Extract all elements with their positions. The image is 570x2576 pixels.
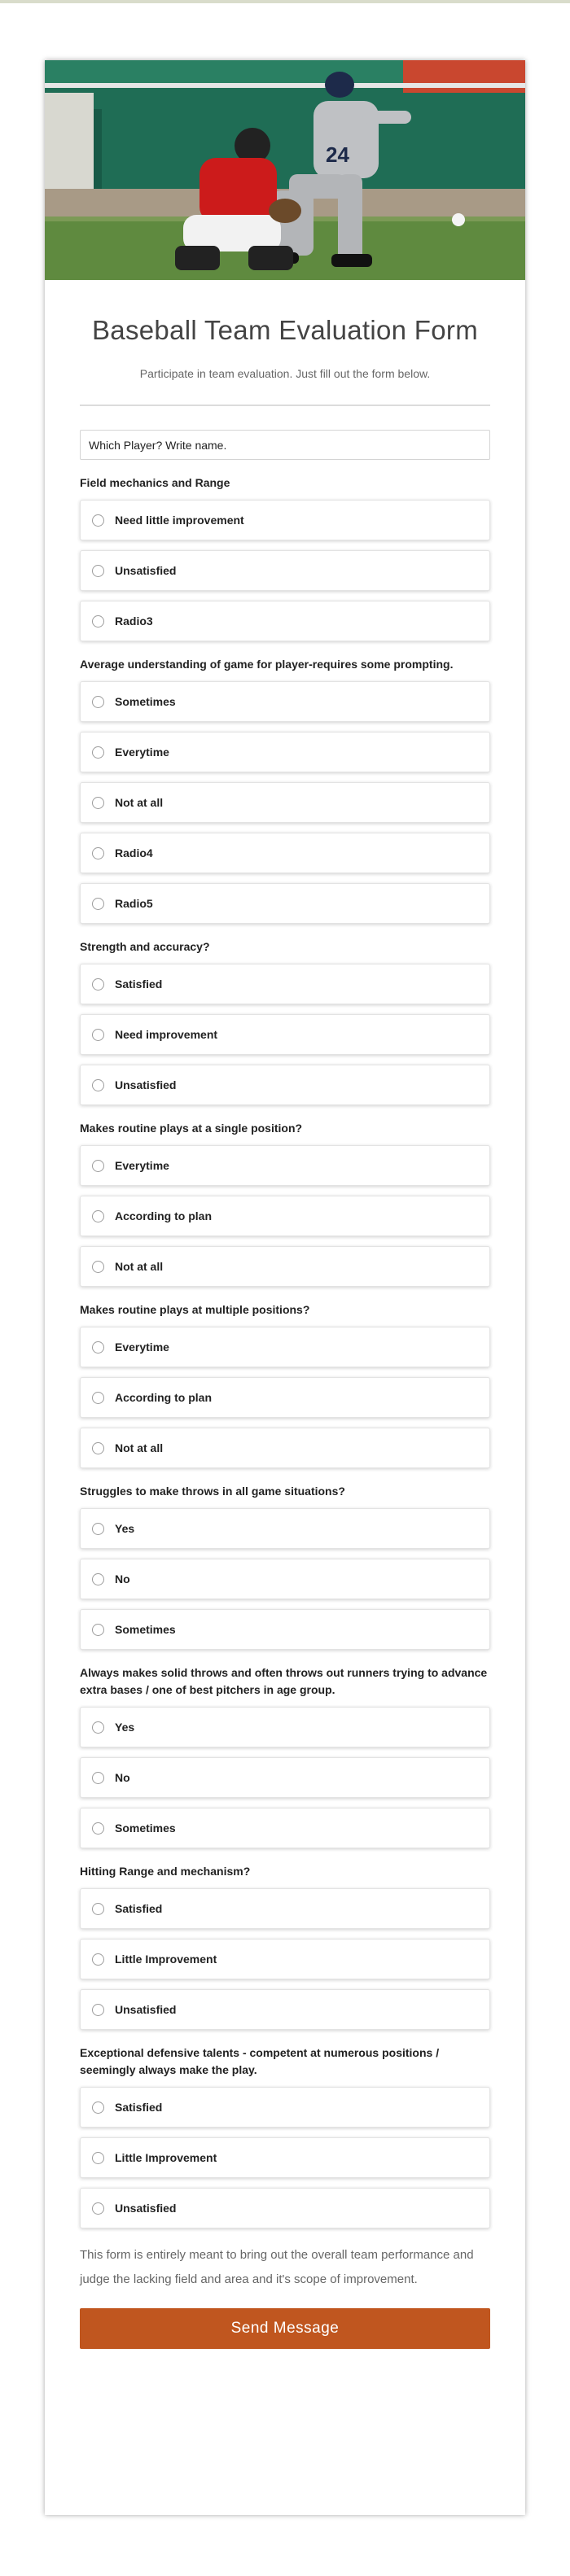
footer-note: This form is entirely meant to bring out the overall team performance and judge the lacking field and area and it's scope of improvement. bbox=[80, 2248, 474, 2286]
radio-button[interactable] bbox=[92, 1573, 104, 1585]
radio-option[interactable] bbox=[80, 1014, 490, 1055]
radio-button[interactable] bbox=[92, 696, 104, 708]
radio-option[interactable] bbox=[80, 833, 490, 873]
radio-option-label: Sometimes bbox=[115, 1623, 176, 1636]
divider bbox=[80, 405, 490, 406]
question-label: Always makes solid throws and often throws out runners trying to advance extra bases / one of best pitchers in age group. bbox=[80, 1666, 488, 1696]
radio-button[interactable] bbox=[92, 2004, 104, 2016]
radio-button[interactable] bbox=[92, 1341, 104, 1354]
radio-option[interactable] bbox=[80, 1757, 490, 1798]
radio-button[interactable] bbox=[92, 1442, 104, 1454]
radio-option[interactable] bbox=[80, 1989, 490, 2030]
radio-button[interactable] bbox=[92, 746, 104, 759]
radio-option[interactable] bbox=[80, 1145, 490, 1186]
question-label: Struggles to make throws in all game situations? bbox=[80, 1485, 345, 1498]
radio-option-label: According to plan bbox=[115, 1391, 212, 1404]
radio-option-label: Radio5 bbox=[115, 897, 153, 910]
radio-option[interactable] bbox=[80, 1939, 490, 1979]
radio-button[interactable] bbox=[92, 898, 104, 910]
question-label: Field mechanics and Range bbox=[80, 476, 230, 489]
radio-option-label: Sometimes bbox=[115, 695, 176, 708]
hero-image bbox=[45, 60, 525, 280]
radio-option[interactable] bbox=[80, 964, 490, 1004]
radio-button[interactable] bbox=[92, 565, 104, 577]
radio-button[interactable] bbox=[92, 2152, 104, 2164]
form-subtitle: Participate in team evaluation. Just fill out the form below. bbox=[139, 367, 431, 380]
radio-option-label: Yes bbox=[115, 1721, 135, 1734]
radio-button[interactable] bbox=[92, 1624, 104, 1636]
radio-group bbox=[80, 1888, 490, 2030]
radio-button[interactable] bbox=[92, 2101, 104, 2114]
radio-option-label: Satisfied bbox=[115, 2101, 163, 2114]
question-label: Exceptional defensive talents - competent at numerous positions / seemingly always make the play. bbox=[80, 2046, 440, 2076]
radio-option[interactable] bbox=[80, 1609, 490, 1650]
radio-button[interactable] bbox=[92, 1261, 104, 1273]
radio-option[interactable] bbox=[80, 1377, 490, 1418]
radio-option[interactable] bbox=[80, 1707, 490, 1747]
radio-group bbox=[80, 500, 490, 641]
radio-option-label: Everytime bbox=[115, 746, 169, 759]
radio-option-label: Not at all bbox=[115, 1441, 164, 1454]
radio-option-label: Little Improvement bbox=[115, 1953, 217, 1966]
radio-button[interactable] bbox=[92, 1210, 104, 1222]
radio-option[interactable] bbox=[80, 1428, 490, 1468]
radio-option[interactable] bbox=[80, 1508, 490, 1549]
radio-button[interactable] bbox=[92, 514, 104, 527]
radio-option[interactable] bbox=[80, 883, 490, 924]
radio-option-label: Yes bbox=[115, 1522, 135, 1535]
radio-option[interactable] bbox=[80, 1808, 490, 1848]
radio-group bbox=[80, 1327, 490, 1468]
radio-button[interactable] bbox=[92, 978, 104, 991]
radio-option[interactable] bbox=[80, 2137, 490, 2178]
radio-option-label: No bbox=[115, 1572, 130, 1585]
radio-option-label: Unsatisfied bbox=[115, 1078, 177, 1091]
radio-option-label: Little Improvement bbox=[115, 2151, 217, 2164]
radio-button[interactable] bbox=[92, 1953, 104, 1966]
radio-option[interactable] bbox=[80, 1065, 490, 1105]
radio-option-label: Need improvement bbox=[115, 1028, 218, 1041]
question-label: Hitting Range and mechanism? bbox=[80, 1865, 251, 1878]
radio-button[interactable] bbox=[92, 1079, 104, 1091]
radio-option-label: Satisfied bbox=[115, 977, 163, 991]
radio-button[interactable] bbox=[92, 1523, 104, 1535]
baseball-photo bbox=[45, 60, 525, 280]
question-label: Strength and accuracy? bbox=[80, 940, 210, 953]
form-content bbox=[45, 313, 525, 2349]
send-message-button[interactable]: Send Message bbox=[80, 2308, 490, 2349]
radio-option-label: Sometimes bbox=[115, 1822, 176, 1835]
radio-option-label: Not at all bbox=[115, 1260, 164, 1273]
radio-option[interactable] bbox=[80, 681, 490, 722]
radio-option[interactable] bbox=[80, 2188, 490, 2228]
radio-option-label: Everytime bbox=[115, 1340, 169, 1354]
question-label: Makes routine plays at multiple positions? bbox=[80, 1303, 310, 1316]
radio-group bbox=[80, 681, 490, 924]
radio-option[interactable] bbox=[80, 550, 490, 591]
radio-option[interactable] bbox=[80, 1327, 490, 1367]
radio-option[interactable] bbox=[80, 1888, 490, 1929]
radio-button[interactable] bbox=[92, 1029, 104, 1041]
radio-option[interactable] bbox=[80, 1559, 490, 1599]
radio-button[interactable] bbox=[92, 847, 104, 859]
radio-button[interactable] bbox=[92, 1903, 104, 1915]
radio-option-label: Satisfied bbox=[115, 1902, 163, 1915]
radio-option-label: Radio4 bbox=[115, 846, 153, 859]
svg-text:24: 24 bbox=[326, 142, 349, 167]
player-name-input[interactable] bbox=[80, 430, 490, 460]
radio-group bbox=[80, 1707, 490, 1848]
radio-button[interactable] bbox=[92, 1772, 104, 1784]
form-title: Baseball Team Evaluation Form bbox=[92, 315, 478, 345]
radio-group bbox=[80, 1145, 490, 1287]
radio-button[interactable] bbox=[92, 1721, 104, 1734]
radio-option-label: Unsatisfied bbox=[115, 2202, 177, 2215]
radio-option-label: Unsatisfied bbox=[115, 564, 177, 577]
radio-button[interactable] bbox=[92, 615, 104, 628]
questions-list bbox=[80, 475, 490, 2228]
radio-option[interactable] bbox=[80, 1196, 490, 1236]
radio-button[interactable] bbox=[92, 797, 104, 809]
radio-button[interactable] bbox=[92, 2202, 104, 2215]
radio-option[interactable] bbox=[80, 782, 490, 823]
radio-option-label: Unsatisfied bbox=[115, 2003, 177, 2016]
radio-button[interactable] bbox=[92, 1392, 104, 1404]
radio-group bbox=[80, 964, 490, 1105]
radio-button[interactable] bbox=[92, 1822, 104, 1835]
radio-option[interactable] bbox=[80, 2087, 490, 2128]
radio-option[interactable] bbox=[80, 601, 490, 641]
radio-button[interactable] bbox=[92, 1160, 104, 1172]
top-border bbox=[0, 0, 570, 3]
question-label: Makes routine plays at a single position? bbox=[80, 1122, 303, 1135]
radio-group bbox=[80, 2087, 490, 2228]
radio-option[interactable] bbox=[80, 732, 490, 772]
radio-option-label: Need little improvement bbox=[115, 514, 244, 527]
radio-option[interactable] bbox=[80, 1246, 490, 1287]
radio-group bbox=[80, 1508, 490, 1650]
radio-option[interactable] bbox=[80, 500, 490, 540]
question-label: Average understanding of game for player-requires some prompting. bbox=[80, 658, 454, 671]
radio-option-label: Radio3 bbox=[115, 614, 153, 628]
radio-option-label: Everytime bbox=[115, 1159, 169, 1172]
form-card bbox=[45, 60, 525, 2515]
radio-option-label: No bbox=[115, 1771, 130, 1784]
radio-option-label: According to plan bbox=[115, 1209, 212, 1222]
radio-option-label: Not at all bbox=[115, 796, 164, 809]
